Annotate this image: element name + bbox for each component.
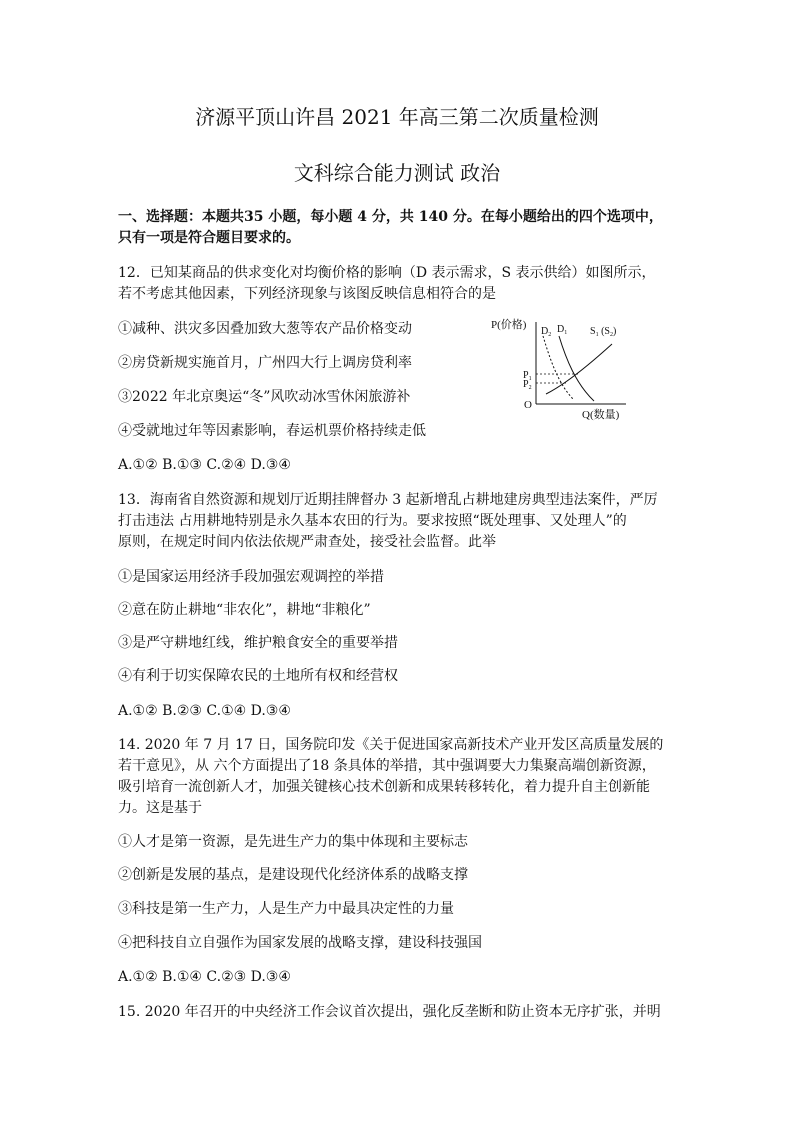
q13-option-3: ③是严守耕地红线，维护粮食安全的重要举措 [118, 635, 398, 651]
q13-option-1: ①是国家运用经济手段加强宏观调控的举措 [118, 569, 384, 585]
demand-curve-d1 [559, 336, 594, 401]
graph-xlabel: Q(数量) [582, 409, 620, 421]
q13-option-4: ④有利于切实保障农民的土地所有权和经营权 [118, 668, 398, 684]
q14-option-1: ①人才是第一资源，是先进生产力的集中体现和主要标志 [118, 834, 468, 850]
s-paren-open: (S [598, 326, 610, 337]
q12-stem-line-2: 若不考虑其他因素，下列经济现象与该图反映信息相符合的是 [118, 286, 496, 302]
p1-letter: P [523, 370, 529, 381]
q14-option-4: ④把科技自立自强作为国家发展的战略支撑，建设科技强国 [118, 935, 482, 951]
graph-d1-label [557, 324, 567, 336]
q15-stem-line-1: 15. 2020 年召开的中央经济工作会议首次提出，强化反垄断和防止资本无序扩张，并明 [118, 1004, 661, 1020]
s-subscript-2: 2 [609, 332, 613, 338]
d2-subscript: 2 [548, 332, 552, 338]
graph-ylabel: P(价格) [491, 319, 527, 331]
q12-option-2: ②房贷新规实施首月，广州四大行上调房贷利率 [118, 355, 412, 371]
graph-s-label [590, 326, 616, 338]
q12-answer-choices: A.①② B.①③ C.②④ D.③④ [118, 457, 291, 473]
d1-subscript: 1 [564, 330, 568, 336]
q14-stem-line-2: 若干意见》，从 六个方面提出了18 条具体的举措，其中强调要大力集聚高端创新资源， [118, 758, 656, 774]
supply-demand-graph [486, 314, 636, 424]
section-instruction-line-2: 只有一项是符合题目要求的。 [118, 230, 300, 246]
q12-stem-line-1: 12．已知某商品的供求变化对均衡价格的影响（D 表示需求，S 表示供给）如图所示， [118, 265, 656, 281]
graph-origin: O [524, 399, 532, 411]
p2-letter: P [523, 379, 529, 390]
q13-stem-line-3: 原则，在规定时间内依法依规严肃查处，接受社会监督。此举 [118, 534, 496, 550]
q14-stem-line-3: 吸引培育一流创新人才，加强关键核心技术创新和成果转移转化，着力提升自主创新能 [118, 779, 650, 795]
q13-stem-line-1: 13．海南省自然资源和规划厅近期挂牌督办 3 起新增乱占耕地建房典型违法案件，严厉 [118, 492, 658, 508]
graph-d2-label [541, 326, 551, 338]
q13-stem-line-2: 打击违法 占用耕地特别是永久基本农田的行为。要求按照“既处理事、又处理人”的 [118, 513, 627, 529]
q14-option-3: ③科技是第一生产力，人是生产力中最具决定性的力量 [118, 901, 454, 917]
q14-stem-line-1: 14. 2020 年 7 月 17 日，国务院印发《关于促进国家高新技术产业开发区高质量发展的 [118, 737, 664, 753]
exam-title: 济源平顶山许昌 2021 年高三第二次质量检测 [195, 105, 599, 129]
p2-subscript: 2 [528, 385, 532, 391]
exam-subtitle: 文科综合能力测试 政治 [293, 161, 501, 185]
q13-option-2: ②意在防止耕地“非农化”，耕地“非粮化” [118, 602, 371, 618]
d2-letter: D [541, 326, 549, 337]
q12-option-1: ①减种、洪灾多因叠加致大葱等农产品价格变动 [118, 321, 412, 337]
supply-curve-s [546, 344, 612, 394]
s-subscript-1: 1 [595, 332, 599, 338]
q12-option-3: ③2022 年北京奥运“冬”风吹动冰雪休闲旅游补 [118, 389, 411, 405]
q14-option-2: ②创新是发展的基点，是建设现代化经济体系的战略支撑 [118, 867, 468, 883]
q12-option-4: ④受就地过年等因素影响，春运机票价格持续走低 [118, 423, 426, 439]
q14-answer-choices: A.①② B.①④ C.②③ D.③④ [118, 969, 291, 985]
q13-answer-choices: A.①② B.②③ C.①④ D.③④ [118, 703, 291, 719]
q14-stem-line-4: 力。这是基于 [118, 800, 202, 816]
p1-subscript: 1 [528, 376, 532, 382]
section-instruction-line-1: 一、选择题：本题共35 小题，每小题 4 分，共 140 分。在每小题给出的四个选项中， [118, 209, 663, 225]
s-letter: S [590, 326, 596, 337]
demand-curve-d2 [543, 336, 574, 400]
s-paren-close: ) [612, 326, 617, 337]
d1-letter: D [557, 324, 565, 335]
